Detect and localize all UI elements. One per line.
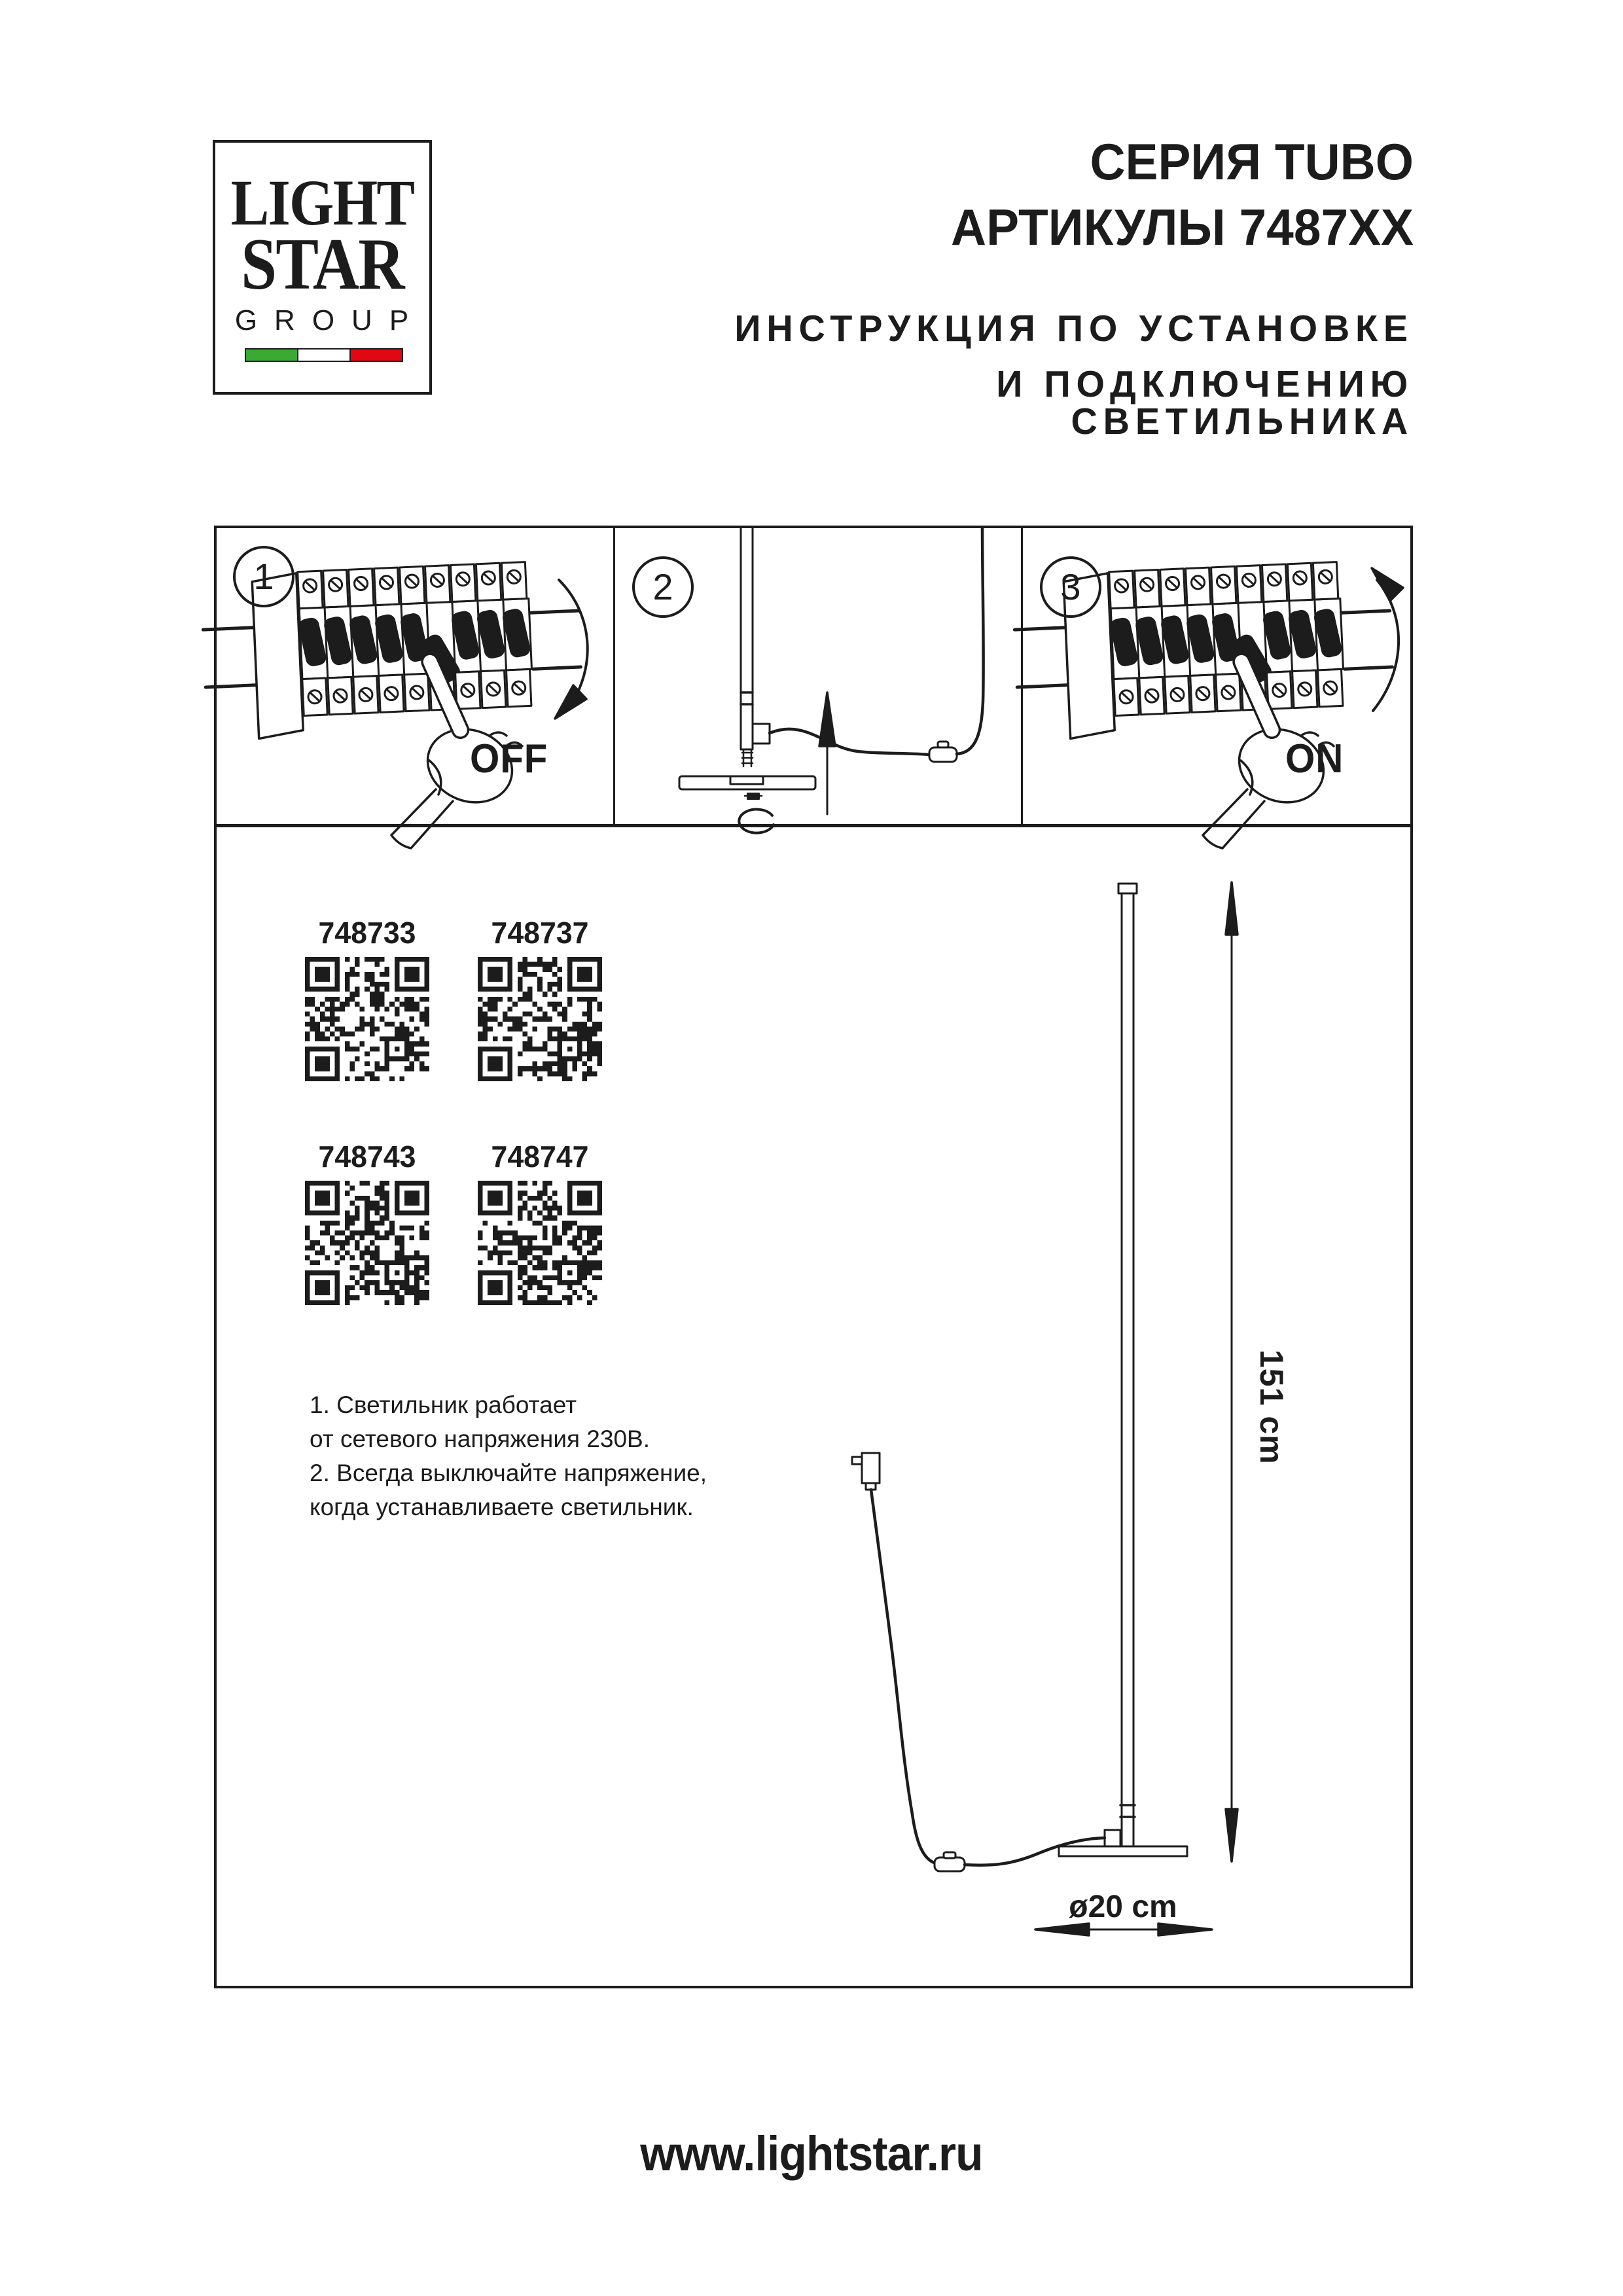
- note-line: 2. Всегда выключайте напряжение,: [310, 1460, 707, 1486]
- series-title: СЕРИЯ TUBO: [1090, 133, 1414, 190]
- qr-code-748743: [305, 1181, 429, 1305]
- diameter-dimension-label: ø20 cm: [1069, 1890, 1177, 1924]
- step-3-badge: 3: [1040, 556, 1101, 618]
- logo-word-star: STAR: [241, 224, 404, 305]
- step-2-badge: 2: [632, 556, 694, 618]
- off-label: OFF: [470, 736, 548, 781]
- header-titles: [654, 133, 1414, 442]
- qr-code-748737: [478, 957, 602, 1081]
- article-number: 748733: [318, 916, 416, 950]
- panel-divider-2: [1021, 526, 1023, 827]
- panel-row-divider: [214, 824, 1413, 827]
- flag-red: [351, 350, 402, 361]
- article-number: 748743: [318, 1139, 416, 1174]
- qr-code-748747: [478, 1181, 602, 1305]
- note-line: когда устанавливаете светильник.: [310, 1494, 694, 1520]
- note-line: от сетевого напряжения 230В.: [310, 1426, 650, 1452]
- height-dimension-label: 151 cm: [1253, 1350, 1290, 1465]
- on-label: ON: [1285, 736, 1344, 781]
- instruction-title-line1: ИНСТРУКЦИЯ ПО УСТАНОВКЕ: [734, 308, 1414, 350]
- article-number: 748737: [491, 916, 589, 950]
- logo-word-group: GROUP: [234, 304, 426, 336]
- articles-title: АРТИКУЛЫ 7487XX: [950, 198, 1414, 256]
- flag-white: [297, 350, 351, 361]
- article-number: 748747: [491, 1139, 589, 1174]
- flag-green: [246, 350, 297, 361]
- logo-word-light: LIGHT: [230, 166, 414, 239]
- qr-code-748733: [305, 957, 429, 1081]
- lightstar-logo: [213, 140, 432, 395]
- panel-divider-1: [613, 526, 615, 827]
- italian-flag-icon: [245, 348, 403, 362]
- website-url: www.lightstar.ru: [640, 2126, 983, 2181]
- instruction-title-line2: И ПОДКЛЮЧЕНИЮ СВЕТИЛЬНИКА: [996, 363, 1414, 442]
- step-1-badge: 1: [233, 546, 294, 607]
- note-line: 1. Светильник работает: [310, 1391, 577, 1418]
